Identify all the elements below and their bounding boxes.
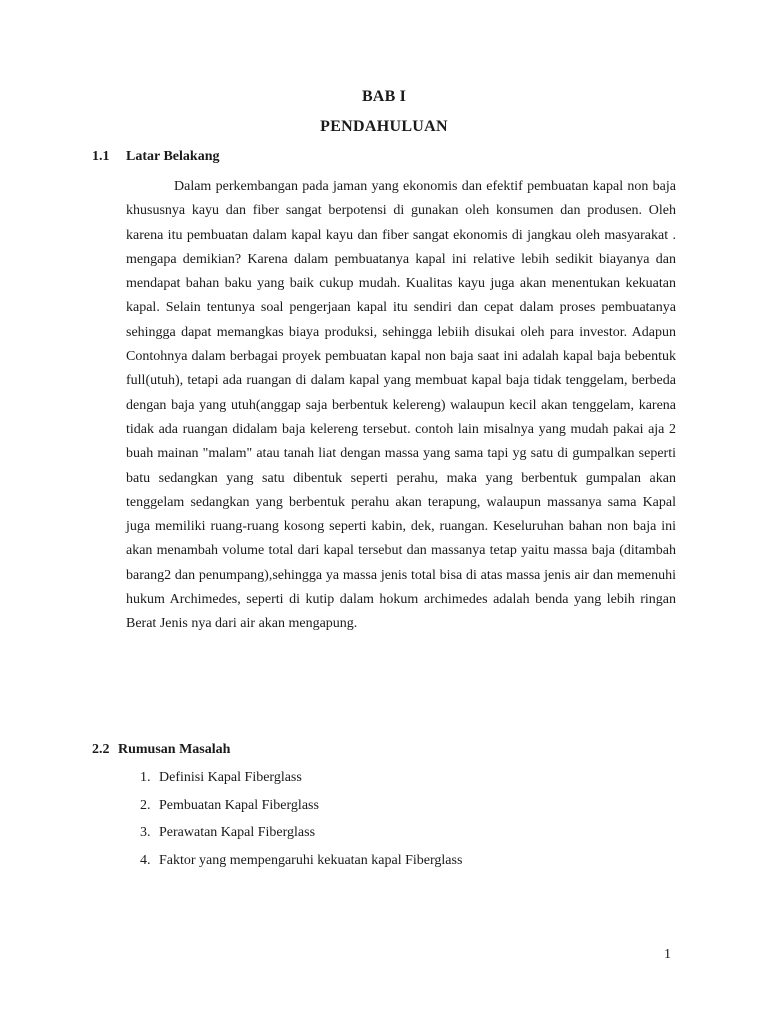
section-heading-latar-belakang — [92, 149, 219, 165]
list-item-number: 3. — [140, 825, 151, 840]
page-number: 1 — [664, 947, 671, 962]
section-title: Latar Belakang — [126, 149, 220, 164]
list-item — [140, 768, 462, 796]
list-item — [140, 823, 462, 851]
list-item-text: Perawatan Kapal Fiberglass — [159, 825, 316, 840]
list-item-number: 2. — [140, 797, 151, 813]
section-number: 1.1 — [92, 149, 110, 164]
list-item — [140, 851, 462, 879]
section-number: 2.2 — [92, 742, 110, 757]
list-item-text: Pembuatan Kapal Fiberglass — [159, 797, 319, 813]
list-item — [140, 796, 462, 824]
body-paragraph: Dalam perkembangan pada jaman yang ekonomis dan efektif pembuatan kapal non baja khususnya kayu dan fiber sangat berpotensi di gunakan oleh konsumen dan produsen. Oleh karena itu pembuatan dalam kapal kayu dan fiber sangat ekonomis di jangkau oleh masyarakat . mengapa demikian? Karena dalam pembuatanya kapal ini relative lebih sedikit biayanya dan mendapat bahan baku yang baik cukup mudah. Kualitas kayu juga akan menentukan kekuatan kapal. Selain tentunya soal pengerjaan kapal itu sendiri dan cepat dalam proses pembuatanya sehingga dapat memangkas biaya produksi, sehingga lebiih disukai oleh para investor. Adapun Contohnya dalam berbagai proyek pembuatan kapal non baja saat ini adalah kapal baja bebentuk full(utuh), tetapi ada ruangan di dalam kapal yang membuat kapal baja tidak tenggelam, berbeda dengan baja yang utuh(anggap saja berbentuk kelereng) walaupun kecil akan tenggelam, karena tidak ada ruangan didalam baja kelereng tersebut. contoh lain misalnya yang mudah pakai aja 2 buah mainan "malam" atau tanah liat dengan massa yang sama tapi yg satu di gumpalkan seperti batu sedangkan yang satu dibentuk seperti perahu, maka yang berbentuk gumpalan akan tenggelam sedangkan yang berbentuk perahu akan terapung, walaupun massanya sama Kapal juga memiliki ruang-ruang kosong seperti kabin, dek, ruangan. Keseluruhan bahan non baja ini akan menambah volume total dari kapal tersebut dan massanya tetap yaitu massa baja (ditambah barang2 dan penumpang),sehingga ya massa jenis total bisa di atas massa jenis air dan memenuhi hukum Archimedes, seperti di kutip dalam hokum archimedes adalah benda yang lebih ringan Berat Jenis nya dari air akan mengapung. — [126, 179, 676, 632]
chapter-label: BAB I — [361, 88, 407, 105]
list-item-text: Definisi Kapal Fiberglass — [159, 770, 302, 785]
list-item-text: Faktor yang mempengaruhi kekuatan kapal Fiberglass — [159, 852, 463, 868]
problem-list — [140, 768, 462, 878]
section-heading-rumusan-masalah — [92, 742, 230, 758]
section-title: Rumusan Masalah — [118, 742, 231, 757]
chapter-title: PENDAHULUAN — [320, 118, 448, 135]
list-item-number: 4. — [140, 852, 151, 868]
list-item-number: 1. — [140, 770, 151, 785]
